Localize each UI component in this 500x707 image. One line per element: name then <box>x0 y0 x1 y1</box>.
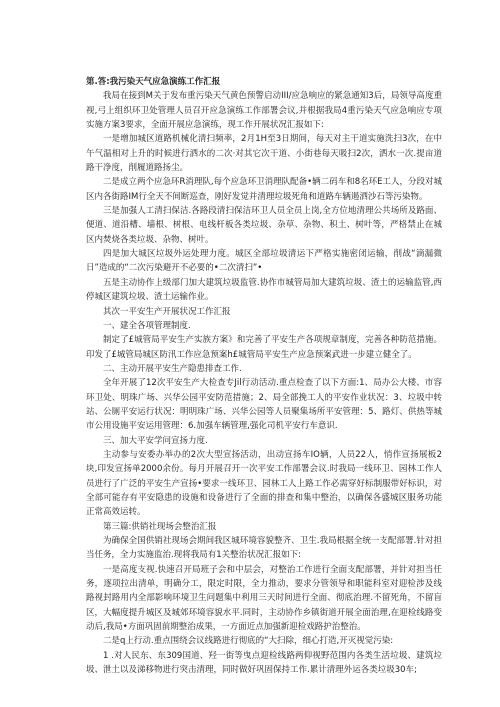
paragraph: 二是成立两个应急环R消理队,每个应急环卫消理队配备•辆二码车和8名环E工人，分段对城区内各街路IM行全天不间断巡查，刚好发觉并清理垃圾死角和道路车辆遏洒沙石等污染物。 <box>86 177 442 202</box>
paragraph: 二、主动开展平安生产隐患排查工作. <box>103 363 242 374</box>
paragraph: 其次一平安生产开展状况工作汇报 <box>103 306 231 317</box>
paragraph: 我局在接到M关于发布重污染天气黄色预警启动III/应急响应的紧急通知3后，局领导高度重视,弓上组织环卫处管理人员召开应急演练工作部署会议,并根据我局4重污染天气应急响应专项实施方案3要求，全面开展应急演练，现工作开展状况汇报如下: <box>86 91 442 131</box>
paragraph: 一是高度支视.快速召开局班子会和中层会，对整治工作进行全面支配部署，并针对担当任务，逐项拉出清单，明确分工，限定时限，全力推动，要求分管领导和职能科室对迎检涉及线路视封路用内全部影响环境卫生问题集中利用三天时间进行全面、彻底治理.不留死角，不留盲区，大幅度提升城区及城郊环境容貌水平.同时，主动协作乡镇街道开展全面治理,在迎检线路变动后,我局•方面巩固前期整治成果，一方面近点加强新迎检戏路护治整治。 <box>86 564 442 633</box>
paragraph: 一是增加城区道路机械化清扫频率，2月1H至3日期间，每天对主干道实施洗扫3次，在中午气温相对上升的时候进行洒水的二次·对其它次干道、小街巷每天吸扫2次，洒水一次.提亩道路干净度，削履道路扬尘。 <box>86 134 442 174</box>
paragraph: 1 .对人民东、东309国道、羟一街等曳点迎检线路两仰视野范围内各类生活垃圾、建筑垃圾、泄土以及涕移物进行突击清理，同时做好巩固保持工作.累计清理外运各类垃圾30车; <box>86 650 442 676</box>
section-heading: 第.答:我污染天气应急演练工作汇报 <box>86 77 221 87</box>
paragraph: 第三篇:供销社现场会整治汇报 <box>103 521 217 532</box>
paragraph: 三是加强人工清扫保洁.各路段清扫保洁环卫人员全员上岗,全方位地清理公共场所及路面、便道、道沿槽、墙根、树根、电线杆板各类垃圾、杂草、杂物、积土、树叶等，严格禁止在城区内焚烧各类垃圾、杂物、树叶。 <box>86 206 442 245</box>
paragraph: 一、建全各项管理制度. <box>103 320 191 331</box>
paragraph: 主动参与安委办举办的2次大型宣扬活动，出动宣扬车IO辆，人员22人，悄作宣扬展板2块,印发宣扬单2000余份。每月开展召开一次平安工作部署会议.时我局一线环卫、园林工作人员进行了广泛的平安生产宣扬•要求一线环卫、园林工人上路工作必需穿好标制服带好标识，对全部可能存有平安隐患的设施和设备进行了全面的排查和集中整治，以确保各盛城区服务功能正常高效运转。 <box>86 449 442 518</box>
paragraph: 四是加大城区垃圾外运处理力度。城区全部垃圾清运下严格实施密闭运输，削战“滴漏微日”造成的“二次污染避开不必要的•二次清扫”• <box>86 249 442 274</box>
paragraph: 三、加大平安学问宣扬力度. <box>103 435 208 446</box>
paragraph: 为确保全国供销社现场会期间我区城环境容貌整齐、卫生.我局根据全统一支配部署.针对担当任务，全力实施监治.现将我局有1关整治状况汇报如下: <box>86 536 442 561</box>
paragraph: 全年开展了12次平安生产大检查专Jil行动活动.重点检查了以下方面:1、局办公大楼、市容环卫处、明珠广场、兴华公园平安防范措施；2、局全部挽工人的平安作业状况：3、垃圾中转站、公厕平安运行状况：明明珠广场、兴华公园等人员聚集场所平安管理：5、路灯、供热等城市公用设施平安运用管理：6.加强车辆管理,强化司机平安行车意识. <box>86 378 442 432</box>
paragraph: 制定了£城管局平安生产实族方案》和完善了平安生产各项规章制度，完善各种防范措施。印发了£城管局城区防汛工作应急预案h£城管局平安生产应急预案武进一步建立健全了。 <box>86 335 442 360</box>
paragraph: 二是q上行动.重点围绕会议线路进行彻底的“大扫除，细心打造,开灭视觉污染: <box>103 636 394 647</box>
paragraph: 五是主动协作上级部门加大建筑垃圾监管.协作市城管局加大建筑垃圾、渣土的运输监管,西停城区建筑垃圾、渣土运输作业。 <box>86 277 442 303</box>
